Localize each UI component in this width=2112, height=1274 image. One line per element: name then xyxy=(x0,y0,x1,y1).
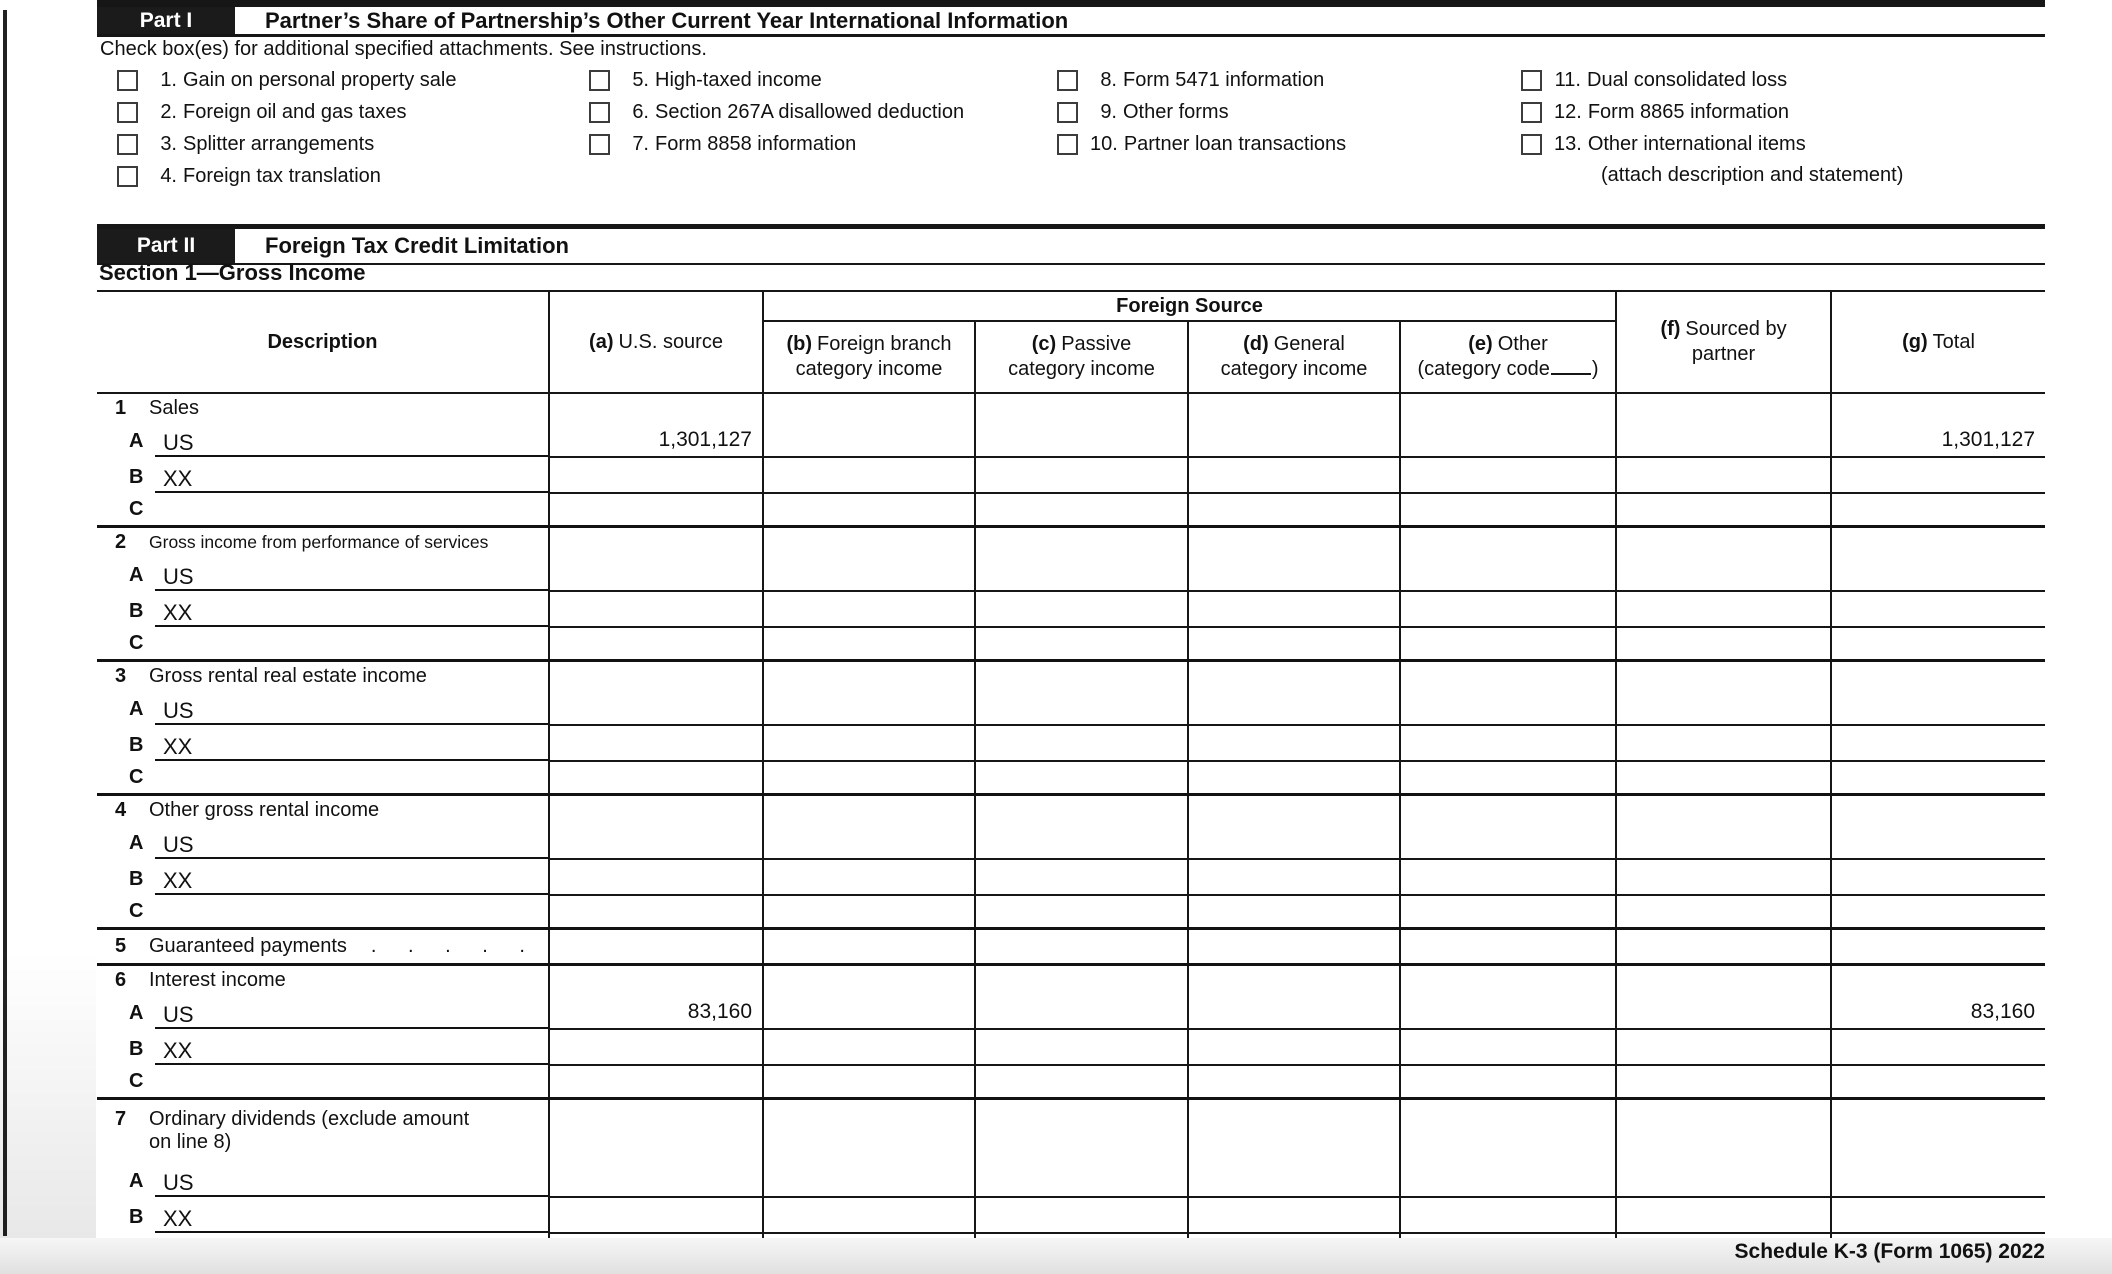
cell-7a-a[interactable] xyxy=(549,1099,763,1198)
row-7B: B XX xyxy=(97,1197,2045,1233)
top-rule xyxy=(97,0,2045,7)
checkbox-label: Foreign tax translation xyxy=(183,165,381,187)
entry-field[interactable]: XX xyxy=(155,1207,548,1233)
row-1-label: 1 Sales 1,301,127 1,301,127 xyxy=(97,393,2045,422)
col-header-e: (e) Other (category code ) xyxy=(1400,321,1616,393)
checkbox-number: 10. xyxy=(1090,133,1118,155)
checkbox-number: 13. xyxy=(1554,133,1582,155)
checkbox-number: 7. xyxy=(632,133,649,155)
col-header-b: (b) Foreign branch category income xyxy=(763,321,975,393)
entry-field[interactable]: XX xyxy=(155,869,548,895)
cell-1a-d[interactable] xyxy=(1188,393,1400,457)
checkbox-6[interactable] xyxy=(589,102,610,123)
row-1C: C xyxy=(97,493,2045,527)
cell-1a-b[interactable] xyxy=(763,393,975,457)
checkbox-4[interactable] xyxy=(117,166,138,187)
entry-field[interactable]: XX xyxy=(155,467,548,493)
part2-label-box: Part II xyxy=(97,229,235,263)
row-7A: A US xyxy=(97,1162,2045,1197)
col-header-a: (a) U.S. source xyxy=(549,291,763,393)
row-3-label: 3 Gross rental real estate income xyxy=(97,661,2045,691)
entry-field[interactable]: XX xyxy=(155,1039,548,1065)
checkbox-8[interactable] xyxy=(1057,70,1078,91)
row-2-label: 2 Gross income from performance of services xyxy=(97,527,2045,557)
row-4B: B XX xyxy=(97,859,2045,895)
cell-1b-a[interactable] xyxy=(549,457,763,493)
category-code-blank[interactable] xyxy=(1551,358,1591,375)
checkbox-12[interactable] xyxy=(1521,102,1542,123)
entry-field[interactable]: US xyxy=(155,833,548,859)
entry-field[interactable]: US xyxy=(155,699,548,725)
part2-title: Foreign Tax Credit Limitation xyxy=(265,233,569,258)
cell-2a-a[interactable] xyxy=(549,527,763,592)
attachment-checkboxes xyxy=(97,70,2045,220)
checkbox-row xyxy=(589,70,964,91)
cell-4a-a[interactable] xyxy=(549,795,763,860)
checkbox-column-1 xyxy=(117,70,457,198)
part1-label-box: Part I xyxy=(97,7,235,34)
checkbox-row xyxy=(1521,70,1903,91)
entry-field[interactable]: XX xyxy=(155,735,548,761)
checkbox-row xyxy=(589,134,964,155)
foreign-source-header: Foreign Source xyxy=(763,291,1616,321)
row-6C: C xyxy=(97,1065,2045,1099)
part1-header xyxy=(97,7,2045,37)
checkbox-column-2 xyxy=(589,70,964,166)
row-3B: B XX xyxy=(97,725,2045,761)
checkbox-label: Other international items xyxy=(1587,133,1806,155)
checkbox-number: 3. xyxy=(160,133,177,155)
cell-1a-g[interactable]: 1,301,127 xyxy=(1831,393,2045,457)
entry-field[interactable]: US xyxy=(155,431,548,457)
row-7-label: 7 Ordinary dividends (exclude amount on line 8) xyxy=(97,1099,2045,1163)
checkbox-label: Gain on personal property sale xyxy=(183,69,457,91)
row-4C: C xyxy=(97,895,2045,929)
checkbox-row xyxy=(1057,134,1346,155)
checkbox-number: 6. xyxy=(632,101,649,123)
row-6B: B XX xyxy=(97,1029,2045,1065)
checkbox-number: 9. xyxy=(1100,101,1117,123)
row-6A: A US xyxy=(97,994,2045,1029)
checkbox-row xyxy=(1057,102,1346,123)
checkbox-label: Form 8865 information xyxy=(1587,101,1790,123)
row-4A: A US xyxy=(97,824,2045,859)
checkbox-2[interactable] xyxy=(117,102,138,123)
row-2A: A US xyxy=(97,556,2045,591)
checkbox-number: 2. xyxy=(160,101,177,123)
entry-field[interactable]: XX xyxy=(155,601,548,627)
checkbox-7[interactable] xyxy=(589,134,610,155)
checkbox-label: High-taxed income xyxy=(655,69,822,91)
cell-5-a[interactable] xyxy=(549,929,763,965)
col-header-g: (g) Total xyxy=(1831,291,2045,393)
checkbox-label: Splitter arrangements xyxy=(183,133,375,155)
row-2B: B XX xyxy=(97,591,2045,627)
entry-field[interactable]: US xyxy=(155,565,548,591)
checkbox-row xyxy=(117,166,457,187)
row-1B: B XX xyxy=(97,457,2045,493)
entry-field[interactable]: US xyxy=(155,1171,548,1197)
gross-income-table xyxy=(97,290,2045,1272)
checkbox-number: 4. xyxy=(160,165,177,187)
checkbox-label: Form 5471 information xyxy=(1123,69,1325,91)
section1-title: Section 1—Gross Income xyxy=(99,260,366,285)
part2-header xyxy=(97,224,2045,265)
col-header-description: Description xyxy=(97,291,549,393)
checkbox-row xyxy=(1057,70,1346,91)
checkbox-label: Dual consolidated loss xyxy=(1587,69,1788,91)
checkbox-row xyxy=(117,70,457,91)
checkbox-row xyxy=(1521,102,1903,123)
cell-6a-g[interactable]: 83,160 xyxy=(1831,965,2045,1030)
checkbox-label: Partner loan transactions xyxy=(1123,133,1347,155)
row-4-label: 4 Other gross rental income xyxy=(97,795,2045,825)
row-6-label: 6 Interest income 83,160 83,160 xyxy=(97,965,2045,995)
cell-3a-a[interactable] xyxy=(549,661,763,726)
form-footer: Schedule K-3 (Form 1065) 2022 xyxy=(1734,1240,2045,1263)
checkbox-10[interactable] xyxy=(1057,134,1078,155)
checkbox-label: Other forms xyxy=(1123,101,1229,123)
checkbox-number: 12. xyxy=(1554,101,1582,123)
checkbox-column-4 xyxy=(1521,70,1903,187)
checkbox-11[interactable] xyxy=(1521,70,1542,91)
cell-6a-a[interactable]: 83,160 xyxy=(549,965,763,1030)
part1-instruction: Check box(es) for additional specified attachments. See instructions. xyxy=(100,38,707,60)
col-header-f: (f) Sourced by partner xyxy=(1616,291,1831,393)
checkbox-13-note: (attach description and statement) xyxy=(1601,164,1904,186)
cell-1a-e[interactable] xyxy=(1400,393,1616,457)
checkbox-row xyxy=(117,134,457,155)
row-3C: C xyxy=(97,761,2045,795)
checkbox-row xyxy=(589,102,964,123)
cell-1a-c[interactable] xyxy=(975,393,1188,457)
cell-1c-a[interactable] xyxy=(549,493,763,527)
row-1A: A US xyxy=(97,422,2045,457)
scan-shadow xyxy=(0,950,96,1274)
checkbox-row xyxy=(1521,134,1903,155)
col-header-c: (c) Passive category income xyxy=(975,321,1188,393)
col-header-d: (d) General category income xyxy=(1188,321,1400,393)
checkbox-column-3 xyxy=(1057,70,1346,166)
checkbox-label: Form 8858 information xyxy=(655,133,857,155)
checkbox-row xyxy=(117,102,457,123)
checkbox-13[interactable] xyxy=(1521,134,1542,155)
row-2C: C xyxy=(97,627,2045,661)
entry-field[interactable]: US xyxy=(155,1003,548,1029)
checkbox-label: Section 267A disallowed deduction xyxy=(655,101,965,123)
checkbox-number: 1. xyxy=(160,69,177,91)
checkbox-3[interactable] xyxy=(117,134,138,155)
checkbox-1[interactable] xyxy=(117,70,138,91)
cell-1a-f[interactable] xyxy=(1616,393,1831,457)
checkbox-number: 11. xyxy=(1554,69,1581,91)
row-5: 5 Guaranteed payments . . . . . xyxy=(97,929,2045,965)
cell-1a-a[interactable]: 1,301,127 xyxy=(549,393,763,457)
row-3A: A US xyxy=(97,690,2045,725)
checkbox-5[interactable] xyxy=(589,70,610,91)
checkbox-label: Foreign oil and gas taxes xyxy=(183,101,407,123)
checkbox-number: 5. xyxy=(632,69,649,91)
checkbox-9[interactable] xyxy=(1057,102,1078,123)
part1-title: Partner’s Share of Partnership’s Other Current Year International Information xyxy=(265,7,1069,33)
dot-leader: . . . . . xyxy=(370,935,525,957)
checkbox-number: 8. xyxy=(1100,69,1117,91)
